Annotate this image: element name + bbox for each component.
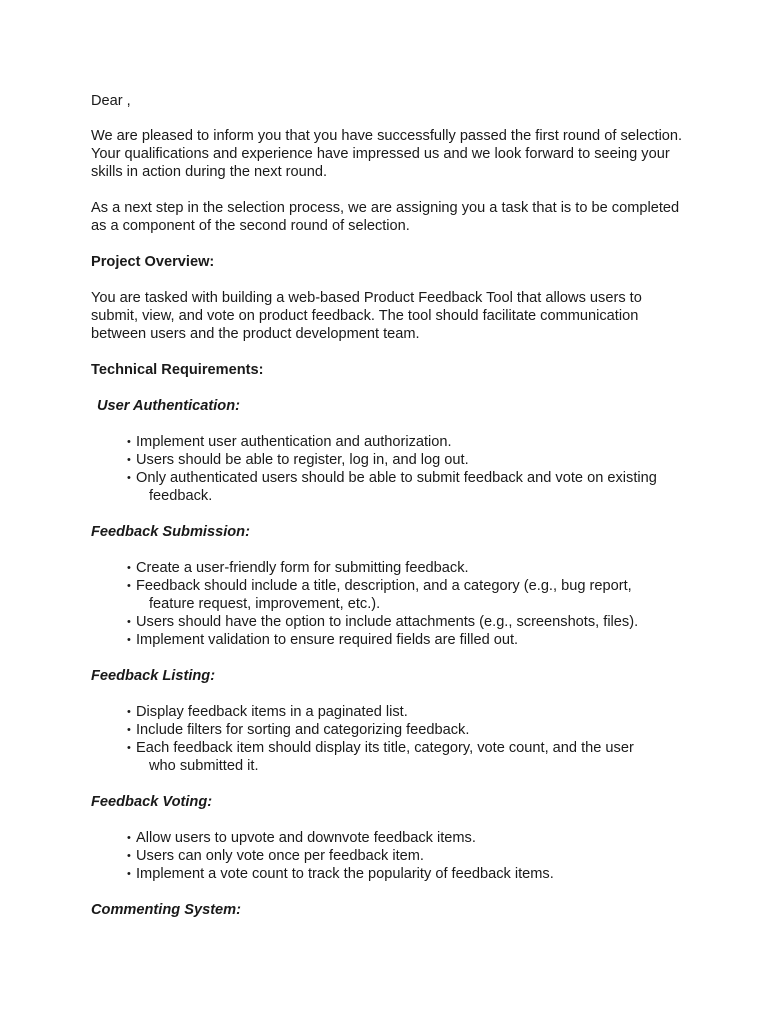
list-item-text: Feedback should include a title, description, and a category (e.g., bug report, <box>136 578 632 594</box>
intro-paragraph: We are pleased to inform you that you have successfully passed the first round of selection. Your qualifications and experience have impressed us and we look forward to seeing your skills in action during the next round. <box>91 128 683 180</box>
feedback-listing-list <box>91 703 691 775</box>
list-item <box>127 703 691 721</box>
section-heading-feedback-voting: Feedback Voting: <box>91 794 213 810</box>
next-step-paragraph: As a next step in the selection process, we are assigning you a task that is to be completed as a component of the second round of selection. <box>91 200 680 234</box>
bullet-icon: • <box>127 454 131 466</box>
project-overview-heading: Project Overview: <box>91 254 215 270</box>
bullet-icon: • <box>127 472 131 484</box>
list-item <box>127 739 691 775</box>
bullet-icon: • <box>127 562 131 574</box>
user-authentication-list <box>91 433 691 505</box>
list-item <box>127 451 691 469</box>
list-item-text: Users can only vote once per feedback item. <box>136 848 424 864</box>
letter-greeting: Dear , <box>91 93 131 109</box>
list-item-text-continued: feedback. <box>149 488 213 504</box>
bullet-icon: • <box>127 868 131 880</box>
list-item-text: Implement a vote count to track the popularity of feedback items. <box>136 866 554 882</box>
document-page <box>91 92 691 937</box>
list-item <box>127 577 691 613</box>
section-heading-feedback-submission: Feedback Submission: <box>91 524 250 540</box>
bullet-icon: • <box>127 850 131 862</box>
list-item <box>127 829 691 847</box>
list-item-text: Include filters for sorting and categorizing feedback. <box>136 722 470 738</box>
technical-requirements-heading: Technical Requirements: <box>91 362 264 378</box>
section-heading-feedback-listing: Feedback Listing: <box>91 668 216 684</box>
project-overview-text: You are tasked with building a web-based Product Feedback Tool that allows users to submit, view, and vote on product feedback. The tool should facilitate communication between users and the product development team. <box>91 290 642 342</box>
list-item-text: Only authenticated users should be able to submit feedback and vote on existing <box>136 470 657 486</box>
bullet-icon: • <box>127 742 131 754</box>
list-item <box>127 847 691 865</box>
list-item-text: Create a user-friendly form for submitting feedback. <box>136 560 469 576</box>
list-item-text: Display feedback items in a paginated list. <box>136 704 408 720</box>
feedback-submission-list <box>91 559 691 649</box>
list-item-text-continued: who submitted it. <box>149 758 259 774</box>
bullet-icon: • <box>127 832 131 844</box>
section-heading-user-authentication: User Authentication: <box>97 398 240 414</box>
list-item <box>127 559 691 577</box>
list-item <box>127 721 691 739</box>
list-item-text: Users should have the option to include attachments (e.g., screenshots, files). <box>136 614 639 630</box>
list-item-text: Allow users to upvote and downvote feedback items. <box>136 830 476 846</box>
list-item <box>127 631 691 649</box>
bullet-icon: • <box>127 616 131 628</box>
list-item-text-continued: feature request, improvement, etc.). <box>149 596 381 612</box>
bullet-icon: • <box>127 580 131 592</box>
list-item-text: Implement validation to ensure required fields are filled out. <box>136 632 519 648</box>
feedback-voting-list <box>91 829 691 883</box>
bullet-icon: • <box>127 706 131 718</box>
list-item-text: Implement user authentication and authorization. <box>136 434 452 450</box>
list-item-text: Users should be able to register, log in, and log out. <box>136 452 469 468</box>
list-item-text: Each feedback item should display its title, category, vote count, and the user <box>136 740 634 756</box>
list-item <box>127 469 691 505</box>
bullet-icon: • <box>127 634 131 646</box>
bullet-icon: • <box>127 724 131 736</box>
list-item <box>127 865 691 883</box>
list-item <box>127 433 691 451</box>
list-item <box>127 613 691 631</box>
section-heading-commenting-system: Commenting System: <box>91 902 242 918</box>
bullet-icon: • <box>127 436 131 448</box>
